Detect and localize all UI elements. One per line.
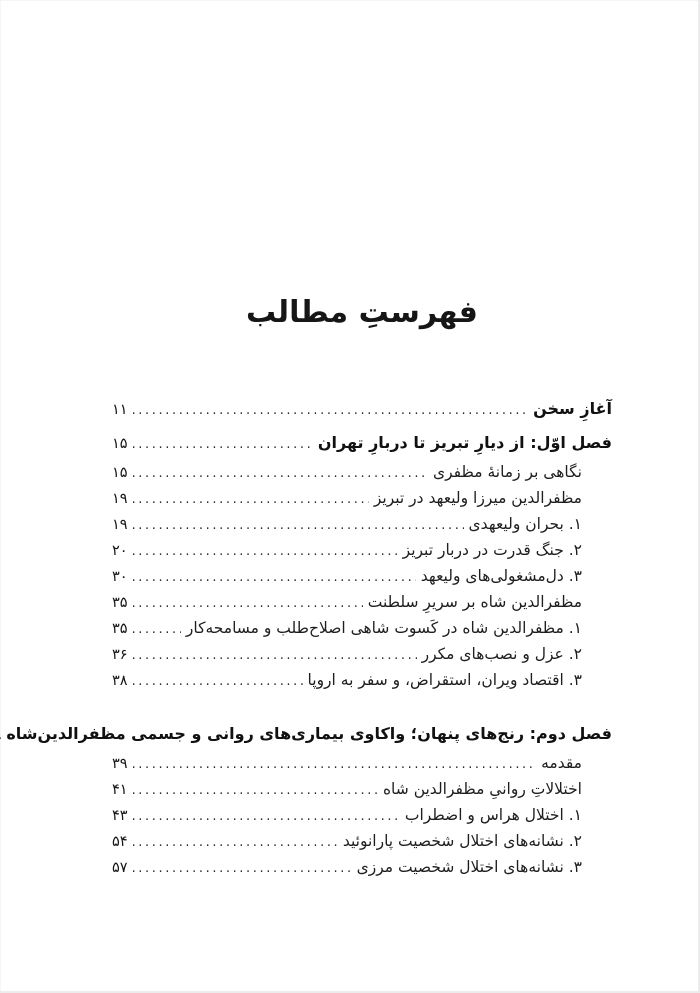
toc-entry-label: ۲. نشانه‌های اختلال شخصیت پارانوئید: [342, 832, 582, 850]
toc-entry: [6, 721, 612, 747]
toc-entry-page-number: ۱۱: [112, 402, 128, 418]
toc-entry-label: نگاهی بر زمانهٔ مظفری: [432, 463, 582, 481]
dot-leader: [132, 485, 369, 513]
dot-leader: [132, 641, 417, 669]
toc-entry: [112, 563, 612, 589]
toc-entry-label: مظفرالدین شاه بر سریرِ سلطنت: [367, 593, 582, 611]
toc-entry-label: ۲. عزل و نصب‌های مکرر: [421, 645, 582, 663]
page-title: فهرستِ مطالب: [246, 295, 478, 330]
dot-leader: [132, 615, 181, 643]
toc-entry-page-number: ۱۵: [112, 465, 128, 481]
toc-entry-page-number: ۳۸: [112, 673, 128, 689]
toc-entry: [112, 589, 612, 615]
toc-entry-page-number: ۲۰: [112, 543, 128, 559]
toc-entry: [112, 854, 612, 880]
dot-leader: [132, 459, 428, 487]
dot-leader: [132, 511, 464, 539]
dot-leader: [132, 537, 398, 565]
toc-entry: [112, 802, 612, 828]
dot-leader: [132, 750, 537, 778]
toc-entry-label: آغازِ سخن: [533, 399, 612, 418]
dot-leader: [132, 430, 313, 458]
toc-entry-label: ۱. مظفرالدین شاه در کَسوت شاهی اصلاح‌طلب و مسامحه‌کار: [185, 619, 582, 637]
toc-entry-label: ۲. جنگ قدرت در دربار تبریز: [402, 541, 582, 559]
toc-entry-page-number: ۱۹: [112, 491, 128, 507]
toc-entry-label: ۳. دل‌مشغولی‌های ولیعهد: [420, 567, 582, 585]
toc-entry-page-number: ۳۵: [112, 595, 128, 611]
toc-entry-label: مظفرالدین میرزا ولیعهد در تبریز: [373, 489, 582, 507]
dot-leader: [132, 396, 529, 424]
dot-leader: [132, 667, 303, 695]
toc-entry: [112, 537, 612, 563]
toc-entry-label: ۳. نشانه‌های اختلال شخصیت مرزی: [356, 858, 582, 876]
toc-entry: [112, 615, 612, 641]
toc-entry-page-number: ۱۵: [112, 436, 128, 452]
toc-entry-label: اختلالاتِ روانیِ مظفرالدین شاه: [382, 780, 582, 798]
toc-entry: [112, 459, 612, 485]
dot-leader: [132, 776, 378, 804]
dot-leader: [132, 828, 338, 856]
toc-entry-page-number: ۵۷: [112, 860, 128, 876]
toc-entry-label: ۳. اقتصاد ویران، استقراض، و سفر به اروپا: [307, 671, 582, 689]
toc-entry: [112, 667, 612, 693]
toc-entry-page-number: ۱۹: [112, 517, 128, 533]
dot-leader: [132, 854, 352, 882]
toc-entry-page-number: ۳۶: [112, 647, 128, 663]
toc-entry: [112, 511, 612, 537]
toc-entry-label: مقدمه: [541, 754, 582, 772]
dot-leader: [132, 589, 363, 617]
toc-entry: [112, 641, 612, 667]
toc-entry: [112, 776, 612, 802]
toc-entry-page-number: ۴۳: [112, 808, 128, 824]
toc-entry-page-number: ۳۵: [112, 621, 128, 637]
toc-entry-page-number: ۴۱: [112, 782, 128, 798]
toc-entry-page-number: ۳۹: [112, 756, 128, 772]
toc-entry-label: ۱. اختلال هراس و اضطراب: [404, 806, 582, 824]
toc-entry: [112, 485, 612, 511]
toc-entry-page-number: ۳۰: [112, 569, 128, 585]
toc-entry-label: فصل اوّل: از دیارِ تبریز تا دربارِ تهران: [317, 433, 612, 452]
dot-leader: [132, 802, 400, 830]
toc-entry: [112, 396, 612, 422]
toc-entry: [112, 750, 612, 776]
toc-list: [6, 396, 612, 880]
toc-entry: [112, 430, 612, 456]
toc-entry-page-number: ۵۴: [112, 834, 128, 850]
toc-entry: [112, 828, 612, 854]
dot-leader: [0, 721, 1, 749]
toc-entry-label: ۱. بحران ولیعهدی: [468, 515, 582, 533]
dot-leader: [132, 563, 416, 591]
toc-entry-label: فصل دوم: رنج‌های پنهان؛ واکاوی بیماری‌های روانی و جسمی مظفرالدین‌شاه: [6, 724, 612, 743]
